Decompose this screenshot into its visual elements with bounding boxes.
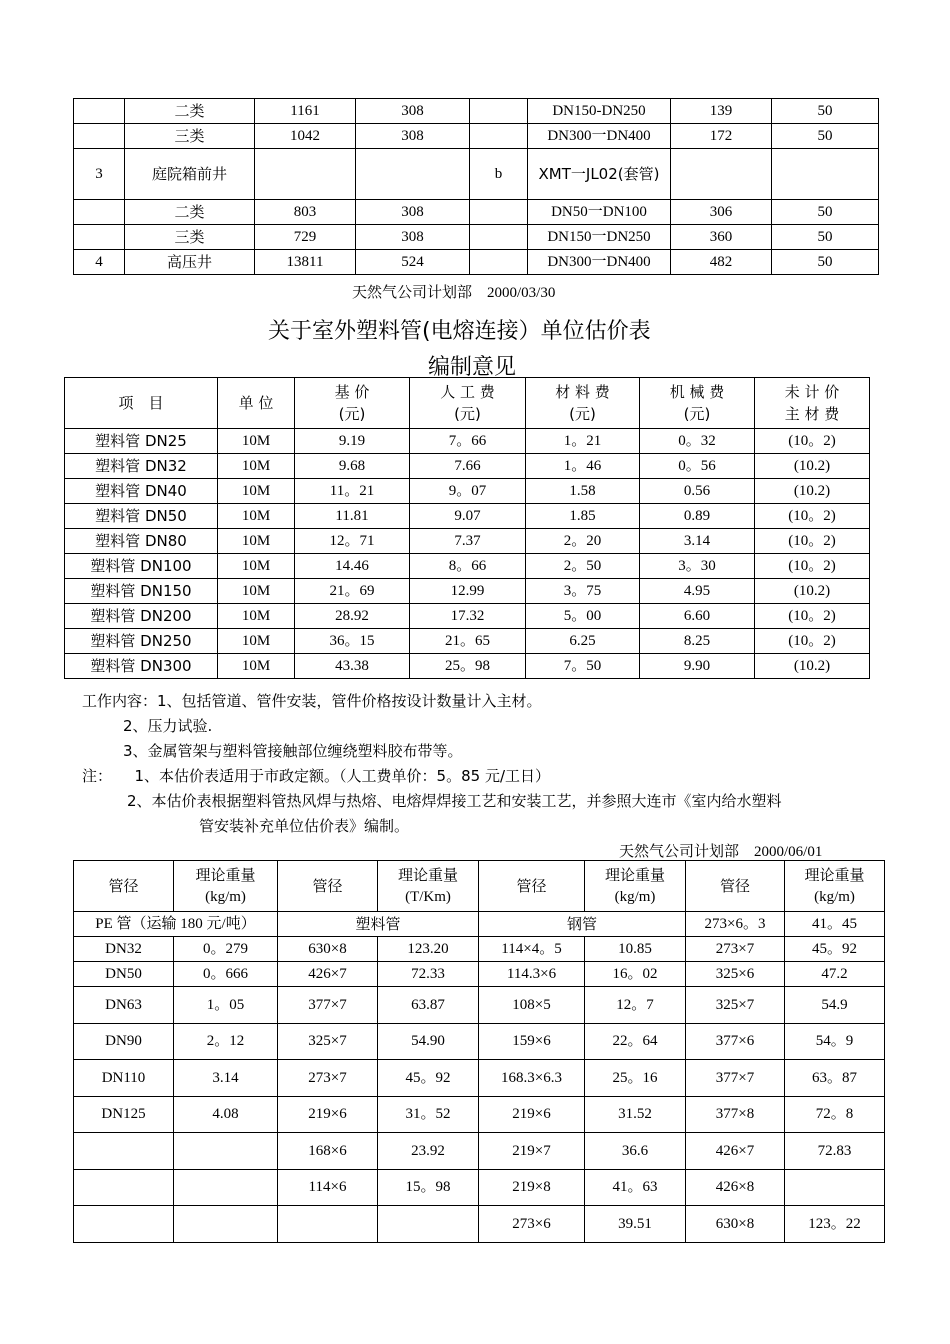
column-header [174,861,278,912]
table-cell: 9.68 [295,454,410,479]
table-cell: 524 [356,250,470,275]
table-cell: 塑料管 DN300 [65,654,218,679]
table-cell: 1.58 [526,479,640,504]
table-cell [278,1206,378,1243]
table-cell: 114.3×6 [479,962,585,987]
table-cell: 塑料管 DN100 [65,554,218,579]
table-cell: DN300一DN400 [528,124,671,149]
column-header-line: 管径 [312,877,343,895]
table-cell: 72.83 [785,1133,885,1170]
table-cell: 1161 [255,99,356,124]
column-header [378,861,479,912]
table-cell: 308 [356,225,470,250]
table-cell: (10.2) [755,479,870,504]
table-cell [74,124,125,149]
table-cell: 3。30 [640,554,755,579]
table-cell: 426×8 [686,1170,785,1206]
table-cell [356,149,470,200]
table-cell: 25。16 [585,1060,686,1097]
table-cell: 114×6 [278,1170,378,1206]
table-cell [785,1170,885,1206]
table-cell: 63.87 [378,987,479,1024]
column-header-line: 管径 [108,877,139,895]
table-row [65,429,870,454]
column-header-line: 主 材 费 [784,405,840,423]
table-cell: 10M [218,529,295,554]
table-cell: 4.08 [174,1097,278,1133]
table-cell: 10M [218,604,295,629]
table-cell: 10M [218,479,295,504]
table-cell: 43.38 [295,654,410,679]
table-cell: 10M [218,654,295,679]
table-cell: 13811 [255,250,356,275]
table-cell: 325×6 [686,962,785,987]
table-cell: 16。02 [585,962,686,987]
table-cell: 10.85 [585,937,686,962]
table-cell [74,225,125,250]
column-header [686,861,785,912]
work-content-line-2: 2、压力试验. [123,717,213,735]
table-cell [671,149,772,200]
table-cell: (10。2) [755,529,870,554]
table-cell [174,1170,278,1206]
table-cell: 273×7 [686,937,785,962]
table-cell: 0。32 [640,429,755,454]
table-cell: 4.95 [640,579,755,604]
table-cell: 50 [772,200,879,225]
table-cell: 22。64 [585,1024,686,1060]
table-cell: 54。9 [785,1024,885,1060]
table-cell: DN50一DN100 [528,200,671,225]
table-cell: 15。98 [378,1170,479,1206]
column-header-line: 理论重量 [604,866,665,884]
table-cell: 塑料管 DN25 [65,429,218,454]
table-cell: (10。2) [755,504,870,529]
table-cell: 630×8 [686,1206,785,1243]
table-cell: 219×7 [479,1133,585,1170]
table-cell [772,149,879,200]
column-header-line: 单 位 [238,394,274,412]
table-row [74,99,879,124]
table-cell [74,1170,174,1206]
column-header-line: (元) [569,405,596,423]
table-cell: 0。666 [174,962,278,987]
table-cell: 高压井 [125,250,255,275]
column-header [295,378,410,429]
table-cell: 630×8 [278,937,378,962]
table-cell: 6.25 [526,629,640,654]
table-row [74,1206,885,1243]
table-cell: 4 [74,250,125,275]
table-cell: DN50 [74,962,174,987]
column-header-line: 管径 [516,877,547,895]
table-cell: 三类 [125,124,255,149]
table-cell: DN150-DN250 [528,99,671,124]
table-cell: 72.33 [378,962,479,987]
table-cell: 11.81 [295,504,410,529]
table-cell [174,1133,278,1170]
table-cell: 7。50 [526,654,640,679]
table-cell: 9.07 [410,504,526,529]
column-header [479,861,585,912]
table-cell: 7.66 [410,454,526,479]
table-cell: 0。279 [174,937,278,962]
plastic-pipe-group-label: 塑料管 [278,912,479,937]
table-cell: 3.14 [640,529,755,554]
table-cell: DN125 [74,1097,174,1133]
table-cell: 三类 [125,225,255,250]
table-cell: 219×6 [278,1097,378,1133]
table-cell: 塑料管 DN250 [65,629,218,654]
table-cell: 159×6 [479,1024,585,1060]
column-header-line: (kg/m) [205,889,246,905]
table-cell [470,250,528,275]
document-title: 关于室外塑料管(电熔连接）单位估价表 [268,319,651,344]
table-cell: 41。63 [585,1170,686,1206]
table-cell: 1。46 [526,454,640,479]
column-header-line: 未 计 价 [784,383,840,401]
table-cell: 21。69 [295,579,410,604]
column-header-line: 人 工 费 [440,383,495,401]
table-cell: 377×7 [278,987,378,1024]
table-row [74,250,879,275]
column-header-line: (元) [338,405,366,423]
table-cell: 庭院箱前井 [125,149,255,200]
table-cell: 50 [772,124,879,149]
table-row [74,124,879,149]
column-header [410,378,526,429]
table-cell: 219×6 [479,1097,585,1133]
table-cell: 31。52 [378,1097,479,1133]
table-cell: (10。2) [755,629,870,654]
column-header [585,861,686,912]
column-header-line: (T/Km) [405,889,451,905]
table-cell: DN300一DN400 [528,250,671,275]
table-cell: 17.32 [410,604,526,629]
table-cell: 114×4。5 [479,937,585,962]
table-cell: 31.52 [585,1097,686,1133]
pipe-well-table [73,98,879,275]
table-cell [378,1206,479,1243]
table-cell: 二类 [125,99,255,124]
table-cell: 803 [255,200,356,225]
table-cell: 50 [772,99,879,124]
table-cell: 0。56 [640,454,755,479]
table-cell: 1。21 [526,429,640,454]
table-cell: 72。8 [785,1097,885,1133]
table-cell: DN110 [74,1060,174,1097]
table-cell: 50 [772,225,879,250]
column-header-line: 理论重量 [195,866,256,884]
table-row [74,225,879,250]
work-content-line-1: 工作内容：1、包括管道、管件安装，管件价格按设计数量计入主材。 [82,692,542,710]
table-cell: 塑料管 DN32 [65,454,218,479]
table-cell: 172 [671,124,772,149]
table-cell: (10.2) [755,654,870,679]
table-cell: 39.51 [585,1206,686,1243]
table-cell: 塑料管 DN80 [65,529,218,554]
table-cell: 308 [356,124,470,149]
table-cell: 3.14 [174,1060,278,1097]
table-cell: 3 [74,149,125,200]
table-cell: 1042 [255,124,356,149]
column-header [785,861,885,912]
table-cell: 12。71 [295,529,410,554]
table-cell: 14.46 [295,554,410,579]
column-header [74,861,174,912]
table-cell [470,99,528,124]
table-cell: (10.2) [755,579,870,604]
table-cell: 7.37 [410,529,526,554]
pe-pipe-group-label: PE 管（运输 180 元/吨） [74,912,278,937]
table-cell: 50 [772,250,879,275]
table-cell: 308 [356,200,470,225]
table-cell: 23.92 [378,1133,479,1170]
table-cell: 426×7 [686,1133,785,1170]
table-cell: 0.89 [640,504,755,529]
column-header-line: 理论重量 [397,866,458,884]
column-header-line: (kg/m) [814,889,855,905]
table-row [74,1097,885,1133]
column-header [640,378,755,429]
table-cell: 塑料管 DN150 [65,579,218,604]
table-cell [74,200,125,225]
table-cell: 168.3×6.3 [479,1060,585,1097]
table-cell: 123。22 [785,1206,885,1243]
table-cell: 45。92 [378,1060,479,1097]
table-cell: 9.90 [640,654,755,679]
note-line-2: 2、本估价表根据塑料管热风焊与热熔、电熔焊焊接工艺和安装工艺，并参照大连市《室内给水塑料 [127,792,782,810]
table-cell: 36。15 [295,629,410,654]
planning-dept-signature-2: 天然气公司计划部 2000/06/01 [619,844,823,860]
table-row [74,1170,885,1206]
pipe-weight-table [73,860,885,1243]
table-cell: 10M [218,554,295,579]
table-row [74,937,885,962]
table-row [74,987,885,1024]
table-row [74,1024,885,1060]
table-row [74,962,885,987]
table-cell: 168×6 [278,1133,378,1170]
unit-price-table [64,377,870,679]
header-row [74,861,885,912]
table-cell: 219×8 [479,1170,585,1206]
table-cell: 377×8 [686,1097,785,1133]
table-cell: 47.2 [785,962,885,987]
table-cell: 12.99 [410,579,526,604]
column-header-line: 机 械 费 [669,383,725,401]
table-cell: XMT一JL02(套管) [528,149,671,200]
table-cell [74,1206,174,1243]
table-row [65,629,870,654]
group-row [74,912,885,937]
table-row [74,149,879,200]
table-cell: 139 [671,99,772,124]
table-cell [74,1133,174,1170]
note-line-1: 注： 1、本估价表适用于市政定额。（人工费单价：5。85 元/工日） [82,767,550,785]
table-cell: 二类 [125,200,255,225]
table-cell: 325×7 [686,987,785,1024]
table-cell: 12。7 [585,987,686,1024]
table-cell: 25。98 [410,654,526,679]
table-cell: 63。87 [785,1060,885,1097]
column-header [65,378,218,429]
table-cell: 0.56 [640,479,755,504]
table-cell: 325×7 [278,1024,378,1060]
table-cell: 9。07 [410,479,526,504]
planning-dept-signature-1: 天然气公司计划部 2000/03/30 [352,285,556,301]
table-cell [255,149,356,200]
table-cell: 10M [218,454,295,479]
table-cell: 9.19 [295,429,410,454]
table-cell: 21。65 [410,629,526,654]
table-cell: DN32 [74,937,174,962]
table-cell: 塑料管 DN50 [65,504,218,529]
table-cell: (10。2) [755,429,870,454]
column-header-line: (元) [683,405,711,423]
table-cell: 10M [218,429,295,454]
table-cell: (10。2) [755,554,870,579]
table-row [65,554,870,579]
table-row [74,1133,885,1170]
column-header [755,378,870,429]
table-row [65,604,870,629]
table-cell: 273×6。3 [686,912,785,937]
table-cell: 377×6 [686,1024,785,1060]
table-cell: 36.6 [585,1133,686,1170]
table-row [74,200,879,225]
table-cell: 1.85 [526,504,640,529]
table-row [65,579,870,604]
note-line-3: 管安装补充单位估价表》编制。 [199,817,410,835]
document-subtitle: 编制意见 [428,355,517,380]
table-cell [74,99,125,124]
table-cell: 10M [218,579,295,604]
table-row [74,1060,885,1097]
table-row [65,654,870,679]
table-cell: 7。66 [410,429,526,454]
table-cell [470,225,528,250]
table-cell: 123.20 [378,937,479,962]
table-row [65,529,870,554]
column-header-line: 材 料 费 [555,383,610,401]
table-cell [174,1206,278,1243]
column-header [526,378,640,429]
table-cell: 273×6 [479,1206,585,1243]
table-cell: 360 [671,225,772,250]
table-cell: b [470,149,528,200]
table-cell: 8。66 [410,554,526,579]
column-header-line: 项 目 [118,394,164,412]
table-row [65,454,870,479]
table-cell: 729 [255,225,356,250]
table-cell: 482 [671,250,772,275]
table-cell: 377×7 [686,1060,785,1097]
table-cell: 5。00 [526,604,640,629]
table-cell: 10M [218,629,295,654]
table-cell: 108×5 [479,987,585,1024]
column-header-line: 基 价 [334,383,370,401]
table-cell: 308 [356,99,470,124]
column-header-line: 管径 [719,877,750,895]
table-cell: 2。12 [174,1024,278,1060]
table-row [65,479,870,504]
table-cell: 273×7 [278,1060,378,1097]
table-cell: 2。20 [526,529,640,554]
column-header-line: 理论重量 [804,866,865,884]
work-content-line-3: 3、金属管架与塑料管接触部位缠绕塑料胶布带等。 [123,742,463,760]
table-cell: 1。05 [174,987,278,1024]
table-cell: 10M [218,504,295,529]
table-cell: 45。92 [785,937,885,962]
column-header-line: (kg/m) [614,889,656,905]
column-header [218,378,295,429]
table-cell: 8.25 [640,629,755,654]
table-cell: 3。75 [526,579,640,604]
table-cell: 塑料管 DN200 [65,604,218,629]
table-cell: 28.92 [295,604,410,629]
table-cell: 54.9 [785,987,885,1024]
table-cell: 306 [671,200,772,225]
table-cell: DN63 [74,987,174,1024]
table-cell: 塑料管 DN40 [65,479,218,504]
steel-pipe-group-label: 钢管 [479,912,686,937]
header-row [65,378,870,429]
column-header-line: (元) [454,405,481,423]
table-cell: (10。2) [755,604,870,629]
table-cell: 41。45 [785,912,885,937]
table-cell: 6.60 [640,604,755,629]
table-cell [470,124,528,149]
table-cell: DN90 [74,1024,174,1060]
table-cell: 2。50 [526,554,640,579]
table-cell: 11。21 [295,479,410,504]
table-row [65,504,870,529]
table-cell: (10.2) [755,454,870,479]
table-cell: 426×7 [278,962,378,987]
column-header [278,861,378,912]
table-cell [470,200,528,225]
table-cell: DN150一DN250 [528,225,671,250]
table-cell: 54.90 [378,1024,479,1060]
